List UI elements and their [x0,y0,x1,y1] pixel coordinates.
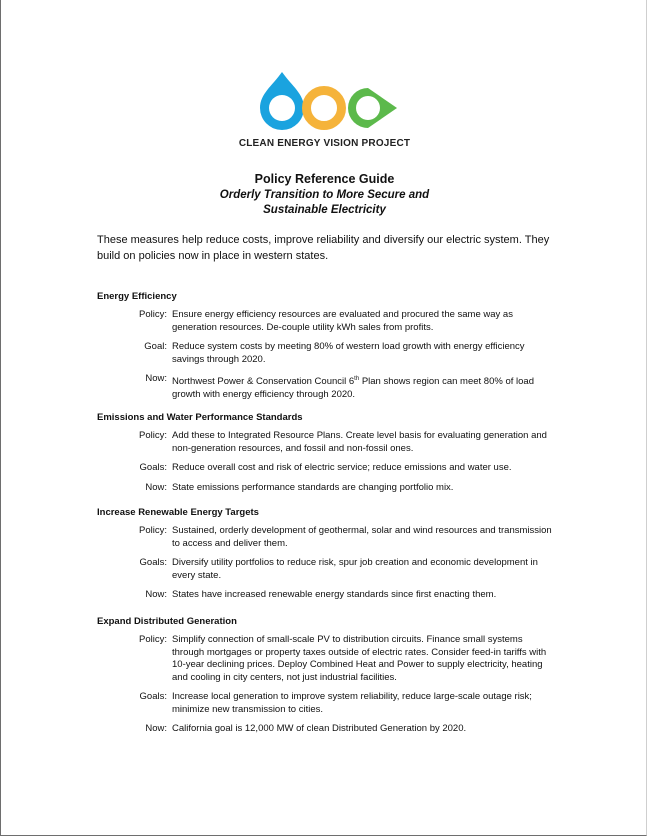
policy-item [97,430,567,455]
item-text [172,309,562,334]
item-text [172,482,562,495]
item-line: Diversify utility portfolios to reduce risk, spur job creation and economic development in [172,557,538,568]
now-item [97,589,567,602]
intro-paragraph [97,233,567,264]
item-label: Policy: [139,430,167,441]
policy-item [97,634,567,684]
item-line: Add these to Integrated Resource Plans. Create level basis for evaluating generation and [172,430,547,441]
item-label: Goal: [144,341,167,352]
item-label: Goals: [139,691,167,702]
document-title: Policy Reference Guide [254,172,395,186]
item-line: minimize new transmission to cities. [172,703,323,715]
item-label: Now: [145,373,167,384]
policy-item [97,525,567,550]
now-item [97,482,567,495]
clean-energy-logo [254,68,399,132]
item-line: Simplify connection of small-scale PV to distribution circuits. Finance small systems [172,634,523,645]
item-line: 10-year declining prices. Deploy Combined Heat and Power to supply electricity, heating [172,659,543,670]
item-label: Policy: [139,634,167,645]
item-text [172,525,562,550]
item-label: Policy: [139,525,167,536]
item-text [172,691,562,716]
item-line: Northwest Power & Conservation Council 6th Plan shows region can meet 80% of load [172,376,534,388]
section-emissions-water-standards [97,412,567,494]
document-subtitle-line1: Orderly Transition to More Secure and [219,189,430,201]
item-line: Reduce system costs by meeting 80% of western load growth with energy efficiency [172,341,525,352]
now-item [97,723,567,736]
item-label: Now: [145,481,167,493]
item-line: State emissions performance standards are changing portfolio mix. [172,481,454,493]
intro-line: These measures help reduce costs, improve reliability and diversify our electric system. They [97,234,550,246]
organization-name: CLEAN ENERGY VISION PROJECT [238,138,411,149]
item-text [172,462,562,475]
section-distributed-generation [97,616,567,736]
intro-line: build on policies now in place in western states. [97,249,329,262]
item-label: Now: [145,723,167,734]
item-text [172,589,562,602]
goal-item [97,557,567,582]
item-line: every state. [172,569,222,581]
orange-ring-icon [307,91,342,126]
item-text [172,341,562,366]
item-line: California goal is 12,000 MW of clean Distributed Generation by 2020. [172,723,467,734]
item-text [172,373,562,401]
item-line: Reduce overall cost and risk of electric service; reduce emissions and water use. [172,462,512,473]
item-line: to access and deliver them. [172,537,288,549]
goal-item [97,691,567,716]
policy-item [97,309,567,334]
section-heading: Expand Distributed Generation [97,616,237,627]
item-line: savings through 2020. [172,353,266,365]
item-label: Goals: [139,557,167,568]
item-line: States have increased renewable energy standards since first enacting them. [172,589,497,600]
goal-item [97,341,567,366]
section-energy-efficiency [97,291,567,401]
item-line: Ensure energy efficiency resources are evaluated and procured the same way as [172,309,513,320]
item-line: and cooling in city centers, not just industrial facilities. [172,671,397,683]
item-label: Now: [145,589,167,600]
item-line: Sustained, orderly development of geothermal, solar and wind resources and transmission [172,525,552,536]
item-label: Goals: [139,462,167,473]
item-line: Increase local generation to improve system reliability, reduce large-scale outage risk; [172,691,532,702]
item-line: through mortgages or property taxes outside of electric rates. Consider feed-in tariffs with [172,646,547,658]
item-text [172,430,562,455]
section-heading: Emissions and Water Performance Standards [97,412,303,423]
item-text [172,634,562,684]
item-line: growth with energy efficiency through 2020. [172,388,356,400]
section-heading: Increase Renewable Energy Targets [97,507,259,518]
section-renewable-targets [97,507,567,602]
goal-item [97,462,567,475]
item-text [172,557,562,582]
item-text [172,723,562,736]
document-subtitle-line2: Sustainable Electricity [263,204,386,216]
item-line: non-generation resources, and fossil and non-fossil ones. [172,442,414,454]
now-item [97,373,567,401]
item-line: generation resources. De-couple utility kWh sales from profits. [172,321,434,333]
item-label: Policy: [139,309,167,320]
section-heading: Energy Efficiency [97,291,177,302]
